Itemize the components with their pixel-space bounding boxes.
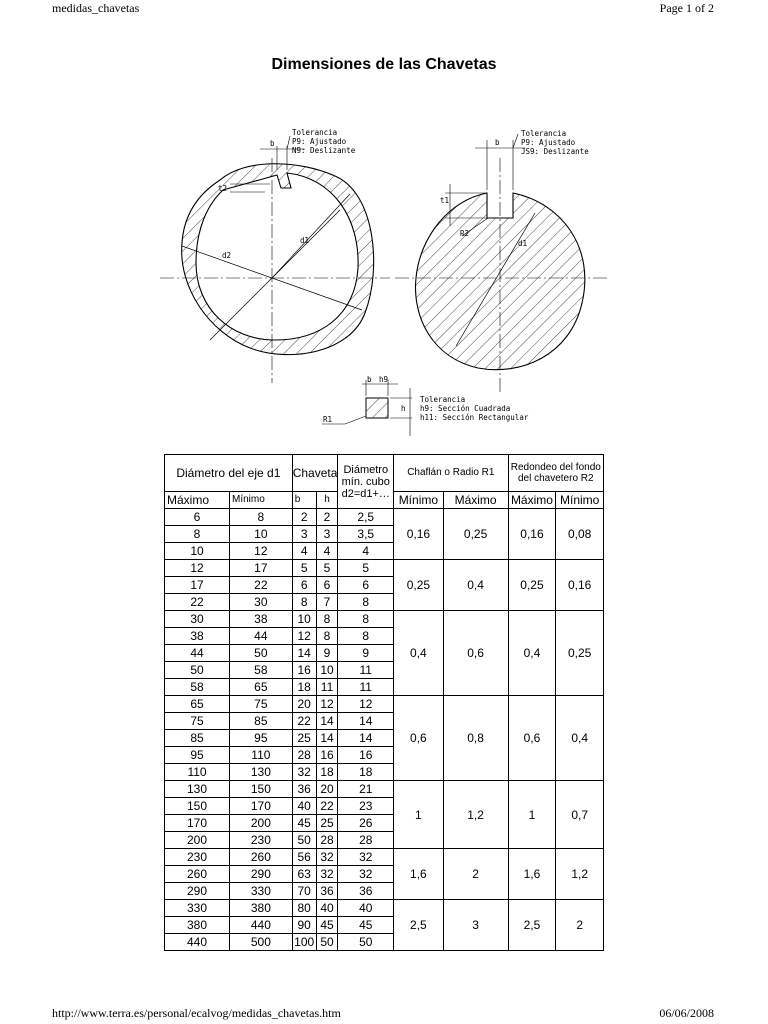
table-cell: 45: [338, 917, 394, 934]
table-cell: 20: [316, 781, 338, 798]
group-cell-r1-min: 0,4: [394, 611, 444, 696]
table-cell: 260: [165, 866, 230, 883]
table-cell: 2: [316, 509, 338, 526]
table-cell: 22: [165, 594, 230, 611]
table-cell: 28: [316, 832, 338, 849]
table-cell: 100: [294, 935, 315, 949]
table-row: [165, 900, 604, 917]
group-cell-r2-max: 1,6: [508, 849, 556, 900]
table-cell: 50: [165, 662, 230, 679]
label-t2: t2: [218, 184, 228, 193]
table-cell: 150: [165, 798, 230, 815]
group-cell-r1-max: 0,4: [443, 560, 508, 611]
table-cell: 32: [316, 866, 338, 883]
table-cell: 500: [230, 934, 293, 951]
table-cell: 95: [230, 730, 293, 747]
key-section: [322, 375, 529, 436]
key-tolerance-3: h11: Sección Rectangular: [420, 413, 529, 422]
group-cell-r2-max: 0,4: [508, 611, 556, 696]
table-cell: 70: [292, 883, 316, 900]
table-cell: 30: [165, 611, 230, 628]
table-cell: 290: [165, 883, 230, 900]
table-cell: 14: [316, 730, 338, 747]
group-cell-r2-min: 0,7: [556, 781, 604, 849]
group-cell-r1-min: 0,25: [394, 560, 444, 611]
table-cell: 23: [338, 798, 394, 815]
group-cell-r2-min: 0,08: [556, 509, 604, 560]
table-cell: 170: [230, 798, 293, 815]
table-cell: 330: [165, 900, 230, 917]
table-cell: 130: [230, 764, 293, 781]
header-page-number: Page 1 of 2: [659, 1, 714, 15]
table-cell: 50: [316, 934, 338, 951]
table-cell: 44: [230, 628, 293, 645]
table-cell: 16: [292, 662, 316, 679]
table-cell: 3: [316, 526, 338, 543]
table-cell: 110: [165, 764, 230, 781]
label-b-right: b: [495, 138, 500, 147]
header-r1-maximo: Máximo: [443, 492, 508, 509]
table-cell: 11: [338, 679, 394, 696]
page-title: Dimensiones de las Chavetas: [271, 56, 497, 73]
table-cell: 170: [165, 815, 230, 832]
left-tolerance-3: N9: Deslizante: [292, 146, 356, 155]
table-cell: 16: [316, 747, 338, 764]
table-cell: 50: [230, 645, 293, 662]
table-cell: 75: [165, 713, 230, 730]
header-maximo: Máximo: [165, 492, 230, 509]
table-cell: 65: [230, 679, 293, 696]
table-body: [165, 509, 604, 951]
label-r1: R1: [323, 415, 333, 424]
table-cell: 3: [292, 526, 316, 543]
table-cell: 5: [292, 560, 316, 577]
table-row: [165, 509, 604, 526]
table-cell: 25: [292, 730, 316, 747]
table-cell: 50: [292, 832, 316, 849]
table-cell: 380: [165, 917, 230, 934]
header-b: b: [292, 492, 316, 509]
table-cell: 12: [316, 696, 338, 713]
label-d2: d2: [222, 251, 232, 260]
table-cell: 85: [165, 730, 230, 747]
key-tolerance-1: Tolerancia: [420, 395, 466, 404]
header-r2-minimo: Mínimo: [556, 492, 604, 509]
table-cell: 10: [292, 611, 316, 628]
table-cell: 8: [165, 526, 230, 543]
table-cell: 12: [338, 696, 394, 713]
table-cell: 6: [338, 577, 394, 594]
table-cell: 10: [230, 526, 293, 543]
group-cell-r1-max: 3: [443, 900, 508, 951]
table-cell: 3,5: [338, 526, 394, 543]
table-cell: 22: [292, 713, 316, 730]
label-d1-right: d1: [518, 239, 528, 248]
table-cell: 14: [338, 713, 394, 730]
table-cell: 380: [230, 900, 293, 917]
group-cell-r1-min: 1: [394, 781, 444, 849]
label-b-left: b: [270, 139, 275, 148]
table-row: [165, 696, 604, 713]
left-tolerance-2: P9: Ajustado: [292, 137, 347, 146]
header-key: Chaveta: [292, 455, 338, 492]
table-cell: 38: [230, 611, 293, 628]
table-cell: 8: [338, 611, 394, 628]
label-h: h: [401, 404, 406, 413]
table-cell: 80: [292, 900, 316, 917]
header-page-name: medidas_chavetas: [52, 1, 140, 15]
table-cell: 14: [292, 645, 316, 662]
table-cell: 20: [292, 696, 316, 713]
table-cell: 8: [338, 594, 394, 611]
footer-url: http://www.terra.es/personal/ecalvog/medidas_chavetas.htm: [52, 1006, 341, 1020]
label-h9: h9: [379, 375, 389, 384]
table-cell: 10: [165, 543, 230, 560]
table-cell: 290: [230, 866, 293, 883]
table-cell: 8: [316, 628, 338, 645]
table-cell: 36: [292, 781, 316, 798]
label-b-key: b: [367, 375, 372, 384]
table-cell: 45: [292, 815, 316, 832]
table-cell: 25: [316, 815, 338, 832]
table-cell: 75: [230, 696, 293, 713]
footer-date: 06/06/2008: [659, 1006, 714, 1020]
table-cell: 440: [165, 934, 230, 951]
group-cell-r1-min: 0,16: [394, 509, 444, 560]
table-cell: 12: [292, 628, 316, 645]
table-cell: 21: [338, 781, 394, 798]
right-tolerance-2: P9: Ajustado: [521, 138, 576, 147]
table-cell: 58: [230, 662, 293, 679]
table-cell: 200: [165, 832, 230, 849]
key-tolerance-2: h9: Sección Cuadrada: [420, 404, 511, 413]
group-cell-r1-min: 0,6: [394, 696, 444, 781]
group-cell-r1-max: 2: [443, 849, 508, 900]
table-cell: 8: [292, 594, 316, 611]
header-min-hub-diameter: Diámetro mín. cubo d2=d1+…: [338, 455, 394, 509]
table-cell: 260: [230, 849, 293, 866]
header-r1-minimo: Mínimo: [394, 492, 444, 509]
group-cell-r1-max: 1,2: [443, 781, 508, 849]
table-cell: 30: [230, 594, 293, 611]
table-cell: 50: [338, 934, 394, 951]
table-cell: 63: [292, 866, 316, 883]
table-cell: 4: [292, 543, 316, 560]
table-cell: 58: [165, 679, 230, 696]
shaft-section: [395, 129, 610, 393]
table-cell: 32: [316, 849, 338, 866]
header-h: h: [316, 492, 338, 509]
table-cell: 22: [316, 798, 338, 815]
table-cell: 130: [165, 781, 230, 798]
table-cell: 150: [230, 781, 293, 798]
table-row: [165, 560, 604, 577]
table-cell: 45: [316, 917, 338, 934]
table-cell: 9: [338, 645, 394, 662]
table-cell: 32: [292, 764, 316, 781]
table-row: [165, 781, 604, 798]
table-cell: 10: [316, 662, 338, 679]
table-cell: 38: [165, 628, 230, 645]
header-r2-maximo: Máximo: [508, 492, 556, 509]
table-cell: 4: [316, 543, 338, 560]
table-cell: 28: [292, 747, 316, 764]
table-cell: 12: [230, 543, 293, 560]
table-cell: 36: [338, 883, 394, 900]
table-row: [165, 849, 604, 866]
keyway-technical-drawing: [150, 118, 620, 438]
group-cell-r2-min: 2: [556, 900, 604, 951]
table-row: [165, 611, 604, 628]
key-dimensions-table: [164, 454, 604, 951]
table-cell: 5: [316, 560, 338, 577]
table-cell: 4: [338, 543, 394, 560]
table-cell: 8: [338, 628, 394, 645]
group-cell-r2-max: 0,6: [508, 696, 556, 781]
right-tolerance-1: Tolerancia: [521, 129, 567, 138]
table-cell: 26: [338, 815, 394, 832]
group-cell-r1-min: 1,6: [394, 849, 444, 900]
table-cell: 7: [316, 594, 338, 611]
table-cell: 11: [338, 662, 394, 679]
label-t1: t1: [440, 196, 450, 205]
table-cell: 18: [292, 679, 316, 696]
group-cell-r2-max: 2,5: [508, 900, 556, 951]
table-cell: 2,5: [338, 509, 394, 526]
label-d1-left: d1: [300, 236, 310, 245]
table-cell: 12: [165, 560, 230, 577]
group-cell-r2-max: 0,16: [508, 509, 556, 560]
table-cell: 40: [292, 798, 316, 815]
header-chamfer-r1: Chaflán o Radio R1: [394, 455, 508, 492]
table-cell: 11: [316, 679, 338, 696]
table-cell: 28: [338, 832, 394, 849]
table-cell: 230: [230, 832, 293, 849]
table-cell: 17: [230, 560, 293, 577]
group-cell-r2-min: 0,4: [556, 696, 604, 781]
left-tolerance-1: Tolerancia: [292, 128, 338, 137]
table-cell: 18: [316, 764, 338, 781]
table-cell: 22: [230, 577, 293, 594]
hub-section: [160, 128, 390, 383]
table-cell: 6: [316, 577, 338, 594]
table-cell: 40: [338, 900, 394, 917]
table-cell: 44: [165, 645, 230, 662]
group-cell-r1-max: 0,8: [443, 696, 508, 781]
group-cell-r2-min: 0,25: [556, 611, 604, 696]
table-cell: 95: [165, 747, 230, 764]
table-cell: 6: [165, 509, 230, 526]
label-r2: R2: [460, 229, 470, 238]
table-cell: 330: [230, 883, 293, 900]
table-cell: 5: [338, 560, 394, 577]
table-cell: 6: [292, 577, 316, 594]
table-cell: 14: [338, 730, 394, 747]
table-cell: 40: [316, 900, 338, 917]
table-cell: 16: [338, 747, 394, 764]
group-cell-r2-max: 1: [508, 781, 556, 849]
table-cell: 18: [338, 764, 394, 781]
table-cell: 90: [292, 917, 316, 934]
table-cell: 65: [165, 696, 230, 713]
header-fillet-r2: Redondeo del fondo del chavetero R2: [508, 455, 603, 492]
group-cell-r2-min: 1,2: [556, 849, 604, 900]
table-cell: 230: [165, 849, 230, 866]
header-minimo: Mínimo: [230, 492, 293, 509]
right-tolerance-3: JS9: Deslizante: [521, 147, 589, 156]
table-cell: 110: [230, 747, 293, 764]
table-cell: 17: [165, 577, 230, 594]
table-cell: 85: [230, 713, 293, 730]
table-cell: 14: [316, 713, 338, 730]
table-cell: 32: [338, 866, 394, 883]
table-cell: 440: [230, 917, 293, 934]
table-cell: 56: [292, 849, 316, 866]
group-cell-r2-max: 0,25: [508, 560, 556, 611]
table-cell: 8: [230, 509, 293, 526]
group-cell-r1-max: 0,25: [443, 509, 508, 560]
table-cell: 36: [316, 883, 338, 900]
table-cell: 9: [316, 645, 338, 662]
group-cell-r1-max: 0,6: [443, 611, 508, 696]
table-cell: 200: [230, 815, 293, 832]
group-cell-r1-min: 2,5: [394, 900, 444, 951]
header-shaft-diameter: Diámetro del eje d1: [165, 455, 293, 492]
group-cell-r2-min: 0,16: [556, 560, 604, 611]
table-cell: 32: [338, 849, 394, 866]
table-cell: 8: [316, 611, 338, 628]
table-cell: 2: [292, 509, 316, 526]
